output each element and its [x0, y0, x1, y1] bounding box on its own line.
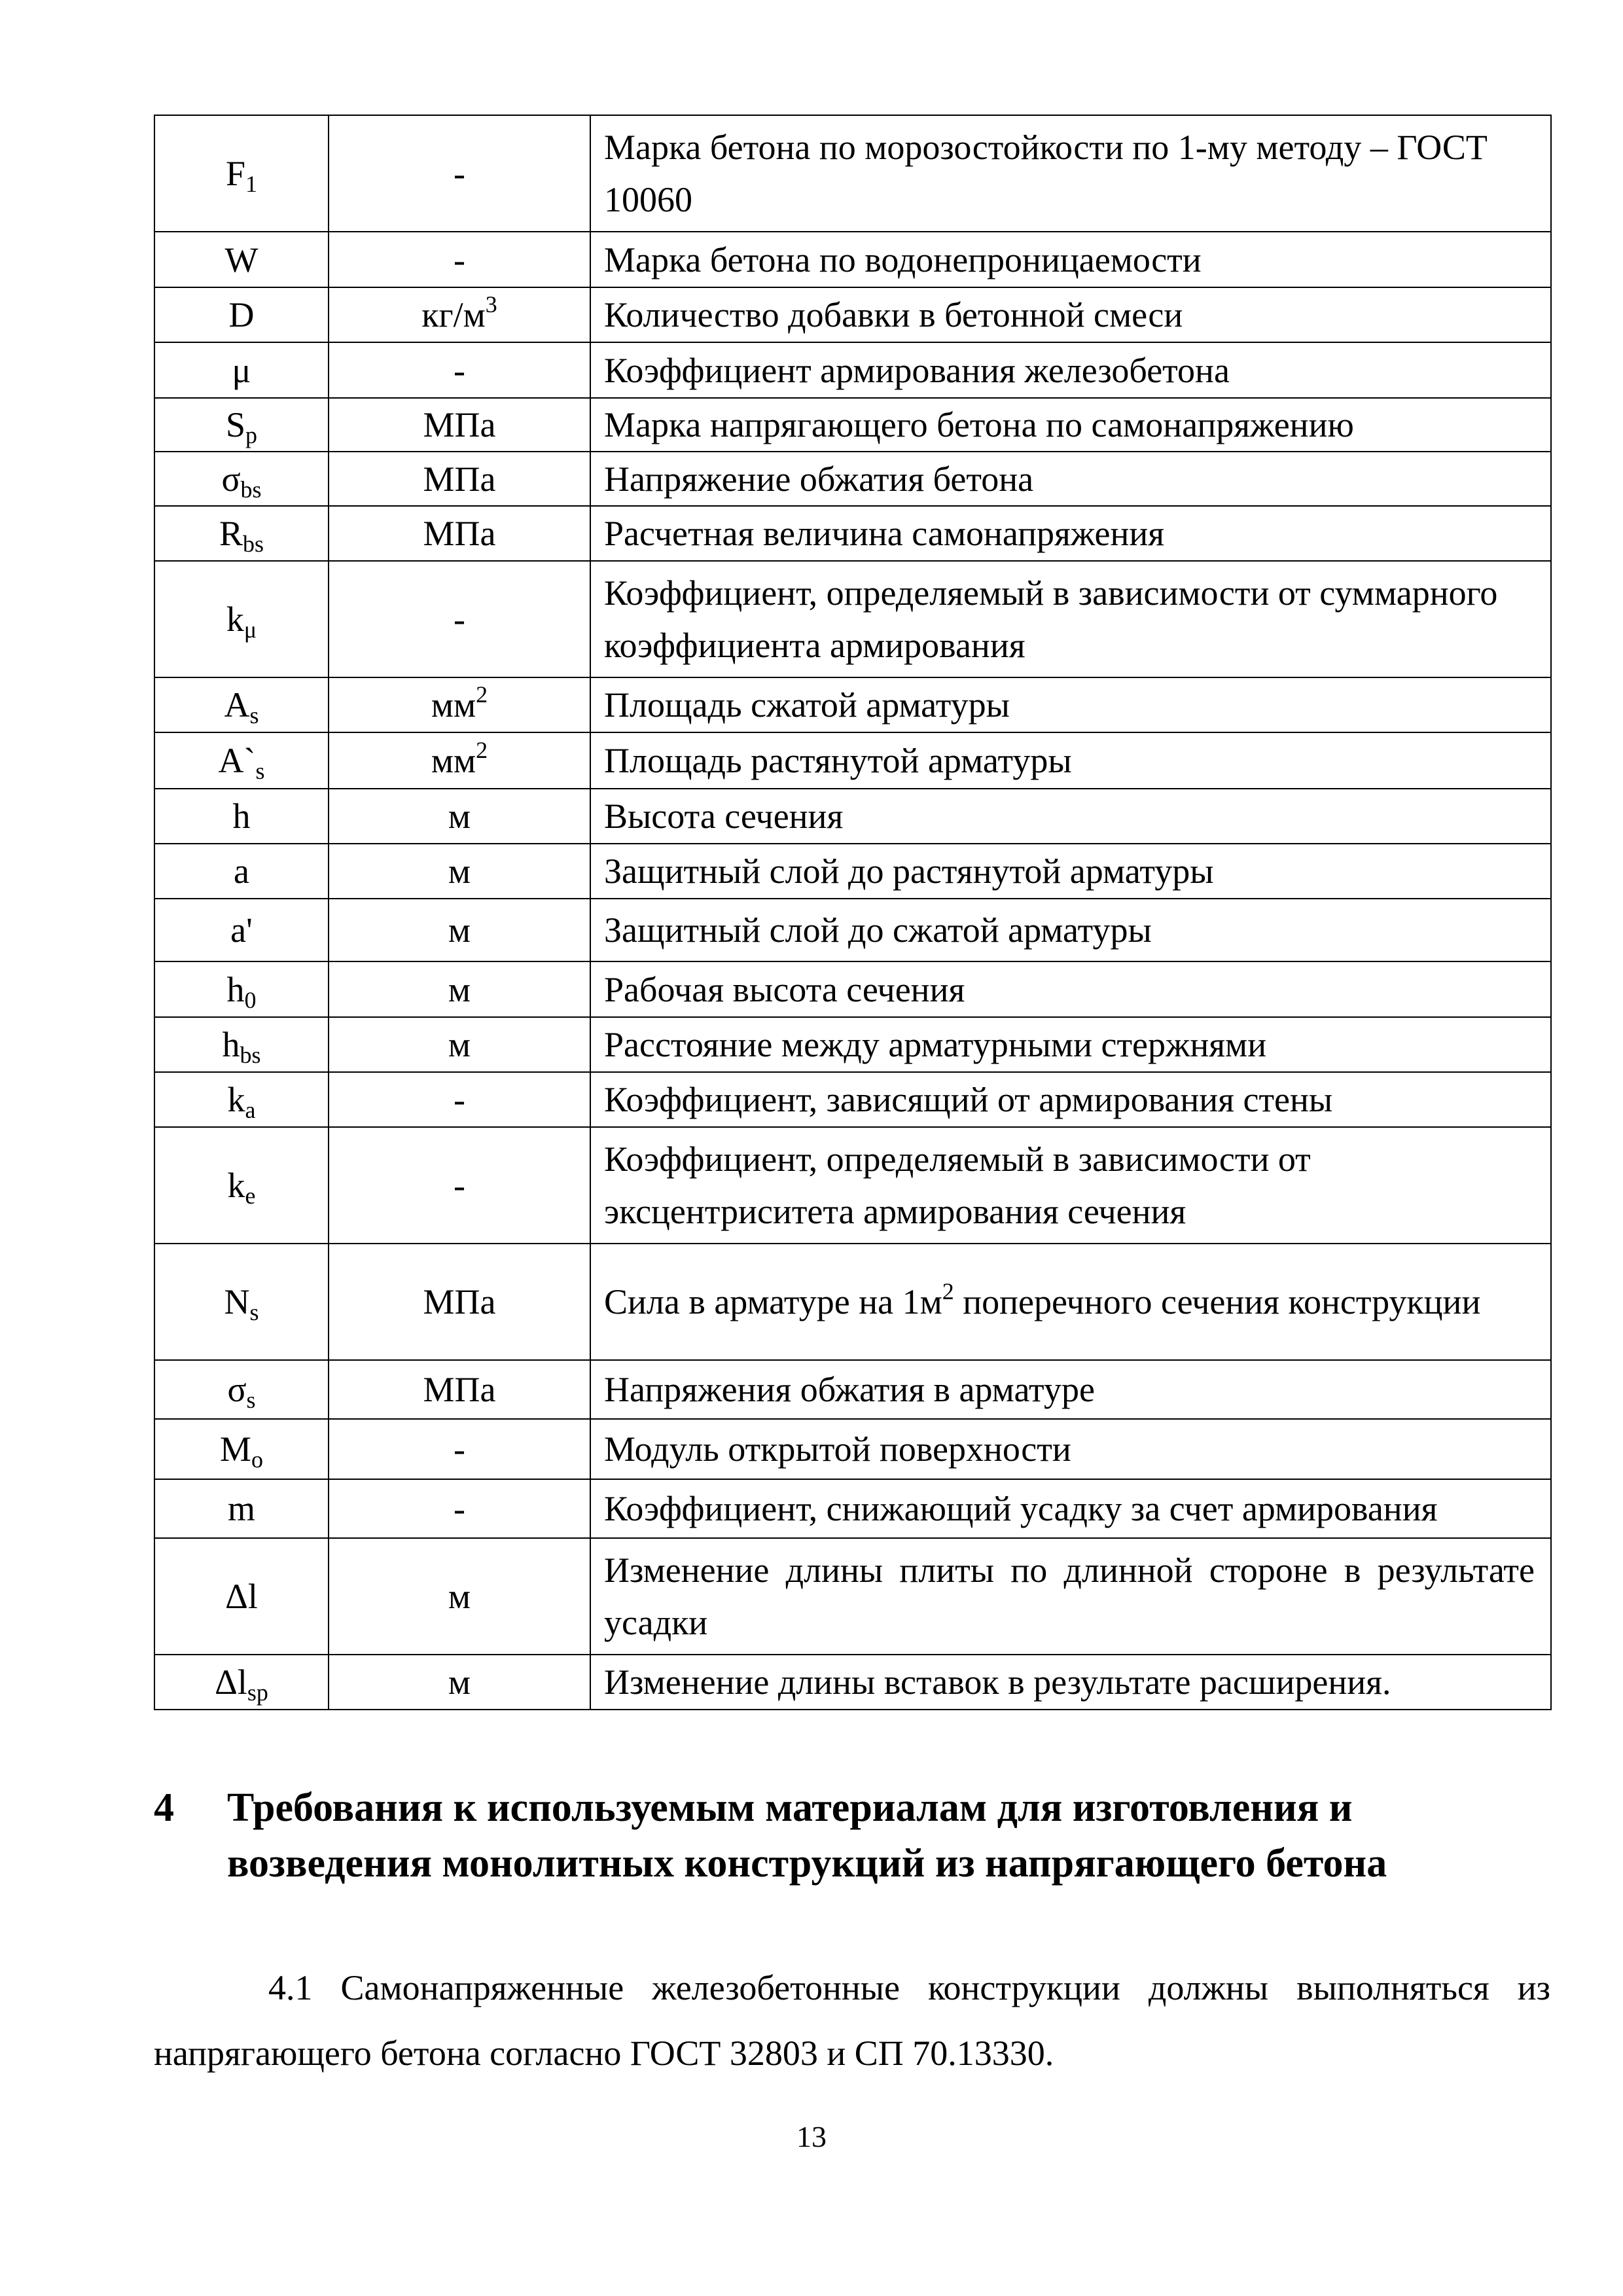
table-row: [154, 1360, 1551, 1419]
symbol-cell: Δl: [154, 1538, 329, 1655]
unit-cell: -: [329, 1072, 590, 1127]
description-cell: Защитный слой до растянутой арматуры: [590, 844, 1551, 899]
table-row: [154, 506, 1551, 561]
body-paragraph: 4.1 Самонапряженные железобетонные конструкции должны выполняться из напрягающего бетона согласно ГОСТ 32803 и СП 70.13330.: [154, 1968, 1550, 2073]
description-cell: Коэффициент армирования железобетона: [590, 342, 1551, 398]
table-row: [154, 1127, 1551, 1244]
table-row: [154, 115, 1551, 232]
unit-cell: $мм^2$: [329, 732, 590, 789]
unit-cell: -: [329, 1479, 590, 1538]
symbol-cell: $A`_s$: [154, 732, 329, 789]
unit-cell: м: [329, 1655, 590, 1710]
description-cell: Рабочая высота сечения: [590, 961, 1551, 1017]
notation-table: [154, 115, 1552, 1710]
symbol-cell: $F_1$: [154, 115, 329, 232]
unit-cell: МПа: [329, 506, 590, 561]
unit-cell: -: [329, 561, 590, 677]
description-cell: Площадь растянутой арматуры: [590, 732, 1551, 789]
symbol-cell: $\sigma_s$: [154, 1360, 329, 1419]
unit-cell: -: [329, 115, 590, 232]
description-cell: Марка бетона по водонепроницаемости: [590, 232, 1551, 287]
table-row: [154, 899, 1551, 961]
unit-cell: м: [329, 961, 590, 1017]
page-number: 13: [796, 2120, 827, 2153]
symbol-cell: $N_s$: [154, 1244, 329, 1360]
unit-cell: $мм^2$: [329, 677, 590, 732]
symbol-cell: $\sigma_{bs}$: [154, 452, 329, 506]
table-row: [154, 232, 1551, 287]
symbol-cell: $k_\mu$: [154, 561, 329, 677]
unit-cell: -: [329, 1127, 590, 1244]
description-cell: Количество добавки в бетонной смеси: [590, 287, 1551, 342]
description-cell: Изменение длины вставок в результате расширения.: [590, 1655, 1551, 1710]
unit-cell: МПа: [329, 398, 590, 452]
description-cell: Коэффициент, определяемый в зависимости от эксцентриситета армирования сечения: [590, 1127, 1551, 1244]
unit-cell: -: [329, 232, 590, 287]
description-cell: Марка бетона по морозостойкости по 1-му методу – ГОСТ 10060: [590, 115, 1551, 232]
description-cell: Расчетная величина самонапряжения: [590, 506, 1551, 561]
table-row: [154, 1538, 1551, 1655]
description-cell: Высота сечения: [590, 789, 1551, 844]
symbol-cell: m: [154, 1479, 329, 1538]
table-row: [154, 1655, 1551, 1710]
description-cell: Защитный слой до сжатой арматуры: [590, 899, 1551, 961]
unit-cell: м: [329, 844, 590, 899]
description-cell: Коэффициент, снижающий усадку за счет армирования: [590, 1479, 1551, 1538]
table-row: [154, 287, 1551, 342]
table-row: [154, 732, 1551, 789]
symbol-cell: a: [154, 844, 329, 899]
symbol-cell: W: [154, 232, 329, 287]
description-cell: Коэффициент, зависящий от армирования стены: [590, 1072, 1551, 1127]
table-row: [154, 1017, 1551, 1072]
symbol-cell: $R_{bs}$: [154, 506, 329, 561]
symbol-cell: $A_s$: [154, 677, 329, 732]
symbol-cell: h: [154, 789, 329, 844]
description-cell: Изменение длины плиты по длинной стороне в результате усадки: [590, 1538, 1551, 1655]
unit-cell: МПа: [329, 1360, 590, 1419]
symbol-cell: $\Delta l_{sp}$: [154, 1655, 329, 1710]
table-row: [154, 1419, 1551, 1479]
section-title: Требования к используемым материалам для изготовления и возведения монолитных конструкций из напрягающего бетона: [227, 1785, 1387, 1886]
table-row: [154, 398, 1551, 452]
symbol-cell: $S_p$: [154, 398, 329, 452]
unit-cell: м: [329, 899, 590, 961]
unit-cell: -: [329, 1419, 590, 1479]
unit-cell: м: [329, 1538, 590, 1655]
unit-cell: $кг/м^3$: [329, 287, 590, 342]
unit-cell: м: [329, 789, 590, 844]
table-row: [154, 342, 1551, 398]
table-row: [154, 1479, 1551, 1538]
symbol-cell: $k_e$: [154, 1127, 329, 1244]
description-cell: Напряжения обжатия в арматуре: [590, 1360, 1551, 1419]
description-cell: Площадь сжатой арматуры: [590, 677, 1551, 732]
table-row: [154, 1244, 1551, 1360]
description-cell: Напряжение обжатия бетона: [590, 452, 1551, 506]
symbol-cell: μ: [154, 342, 329, 398]
unit-cell: м: [329, 1017, 590, 1072]
description-cell: Сила в арматуре на $1м^2$ поперечного сечения конструкции: [590, 1244, 1551, 1360]
symbol-cell: $h_{bs}$: [154, 1017, 329, 1072]
symbol-cell: $h_0$: [154, 961, 329, 1017]
section-heading: [154, 1780, 1550, 1892]
description-cell: Коэффициент, определяемый в зависимости от суммарного коэффициента армирования: [590, 561, 1551, 677]
table-row: [154, 961, 1551, 1017]
table-row: [154, 1072, 1551, 1127]
unit-cell: МПа: [329, 1244, 590, 1360]
table-row: [154, 452, 1551, 506]
unit-cell: -: [329, 342, 590, 398]
table-row: [154, 677, 1551, 732]
symbol-cell: D: [154, 287, 329, 342]
table-row: [154, 561, 1551, 677]
symbol-cell: a': [154, 899, 329, 961]
description-cell: Расстояние между арматурными стержнями: [590, 1017, 1551, 1072]
table-row: [154, 844, 1551, 899]
symbol-cell: $k_a$: [154, 1072, 329, 1127]
unit-cell: МПа: [329, 452, 590, 506]
section-number: 4: [154, 1785, 174, 1830]
description-cell: Модуль открытой поверхности: [590, 1419, 1551, 1479]
table-row: [154, 789, 1551, 844]
description-cell: Марка напрягающего бетона по самонапряжению: [590, 398, 1551, 452]
symbol-cell: $M_o$: [154, 1419, 329, 1479]
